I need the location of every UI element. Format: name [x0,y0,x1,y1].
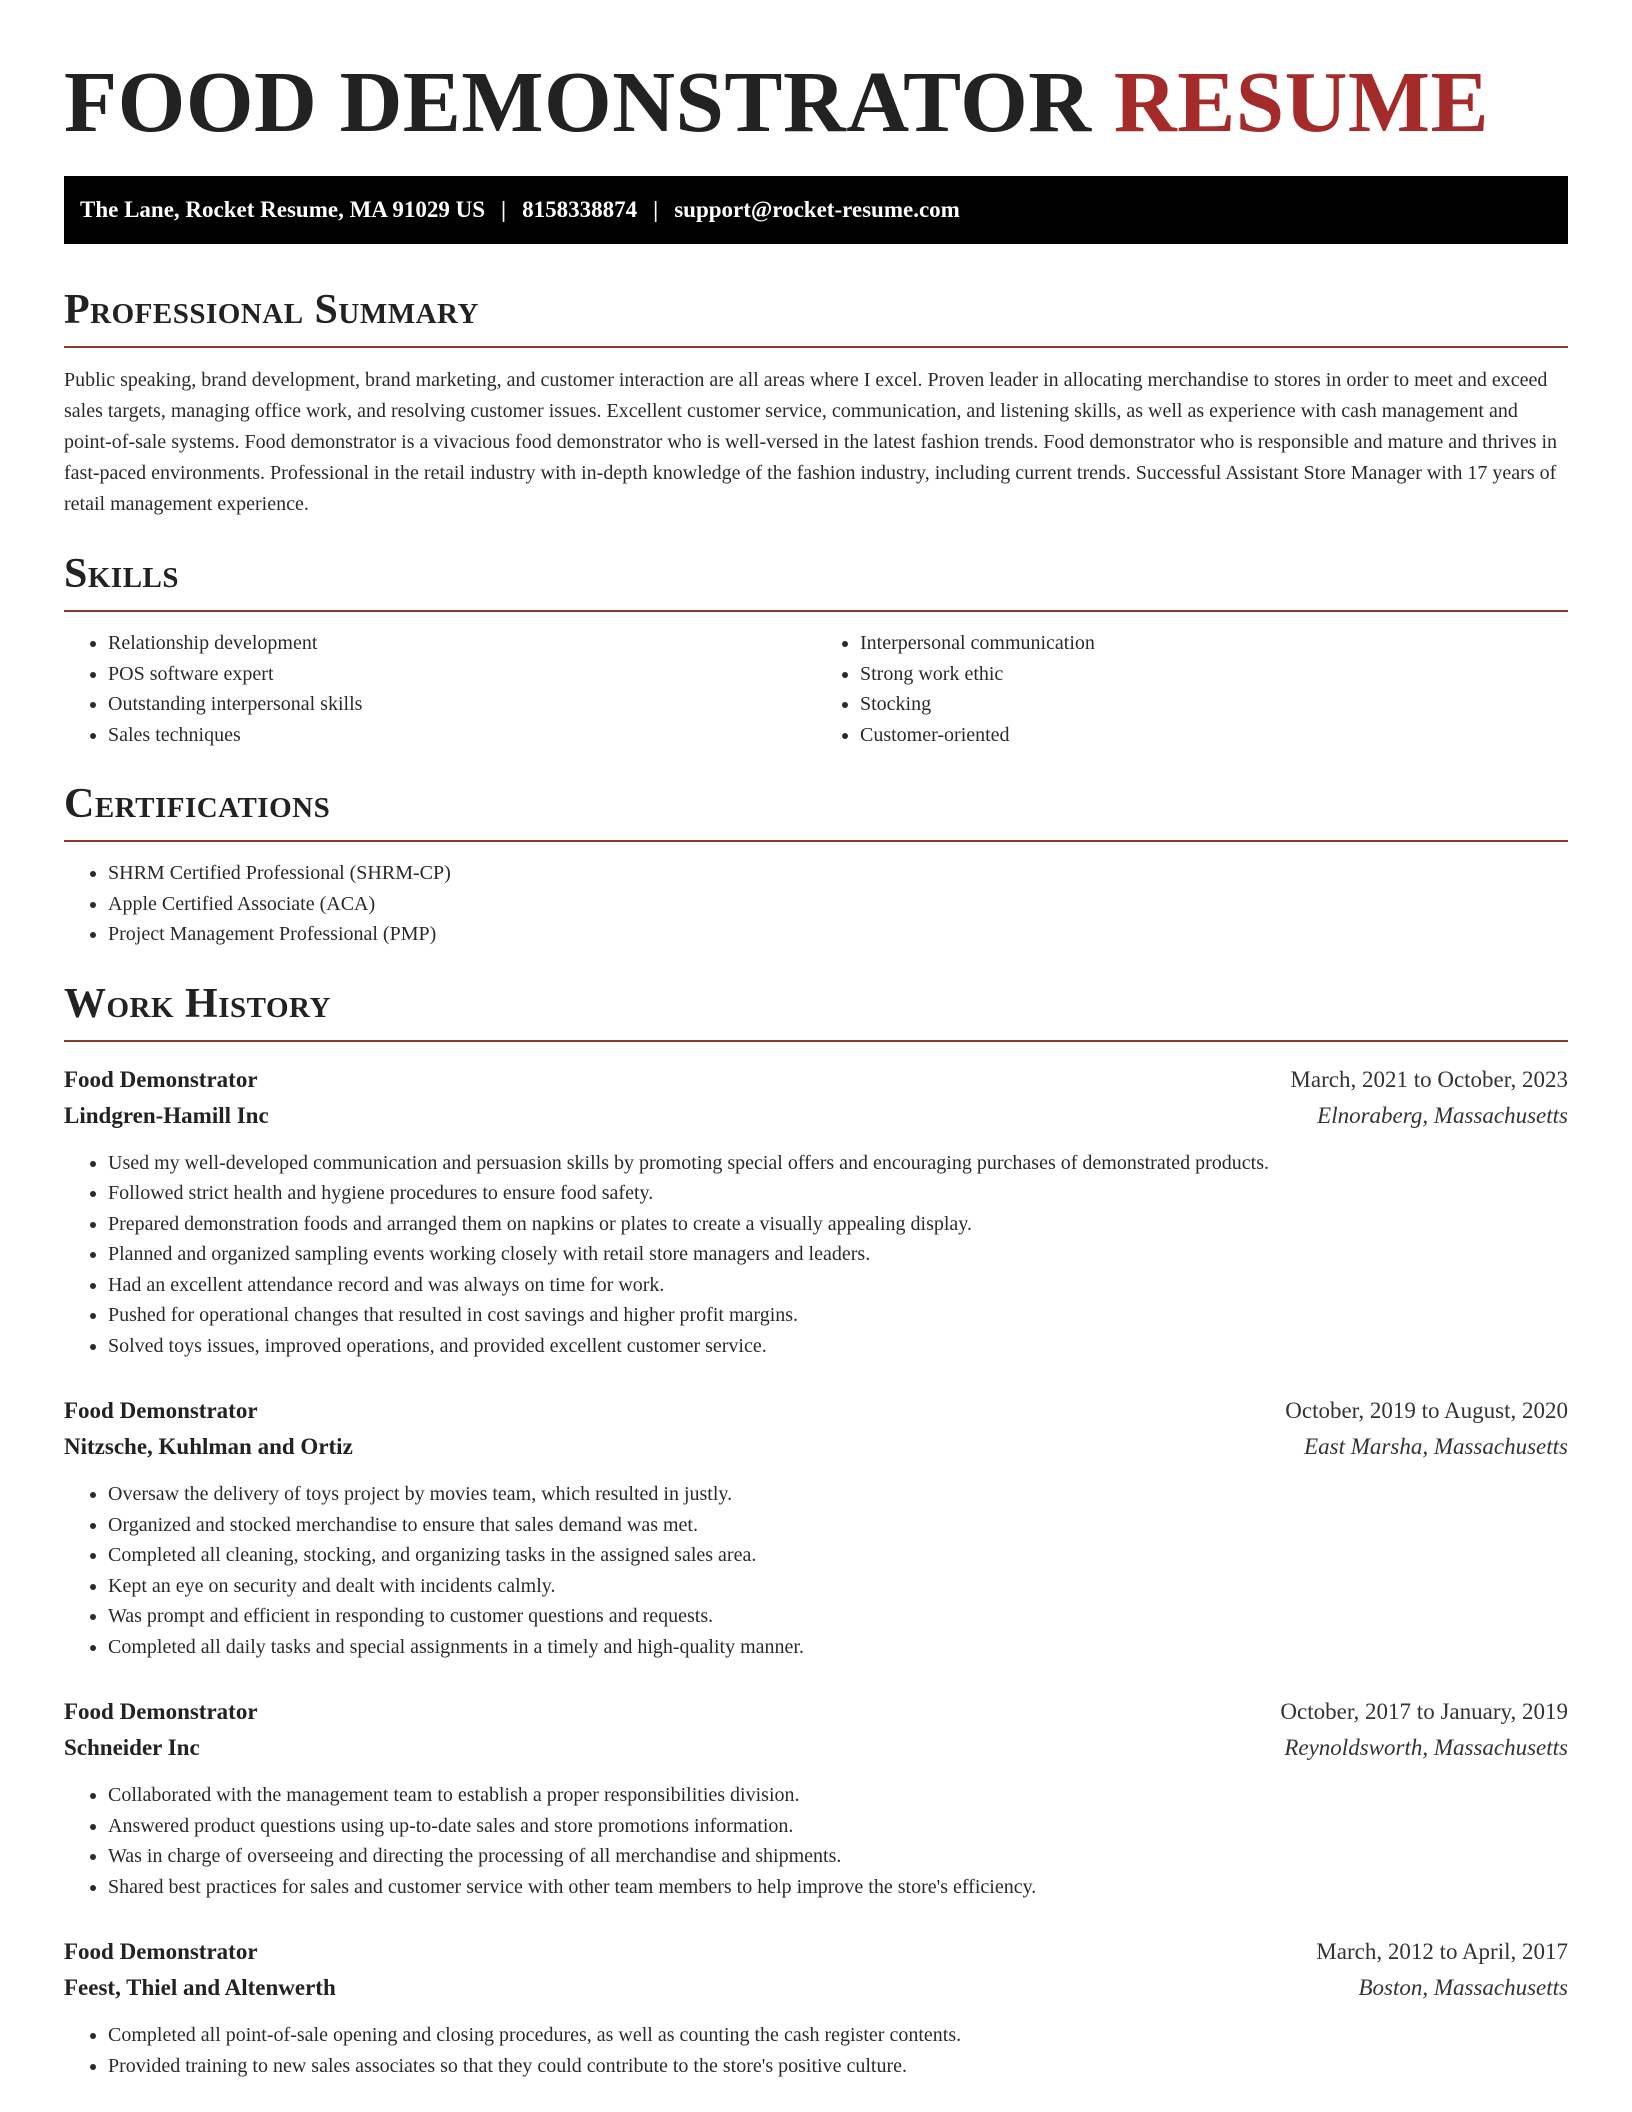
job-dates: March, 2021 to October, 2023 [1290,1066,1568,1092]
summary-text: Public speaking, brand development, brand marketing, and customer interaction are all areas where I excel. Proven leader in allocating merchandise to stores in order to meet and exceed sales targets, managing office work, and resolving customer issues. Excellent customer service, communication, and listening skills, as well as experience with cash management and point-of-sale systems. Food demonstrator is a vivacious food demonstrator who is well-versed in the latest fashion trends. Food demonstrator who is responsible and mature and thrives in fast-paced environments. Professional in the retail industry with in-depth knowledge of the fashion industry, including current trends. Successful Assistant Store Manager with 17 years of retail management experience. [64,369,1558,515]
skill-item: • Stocking [860,689,1568,720]
job-bullet: • Completed all daily tasks and special assignments in a timely and high-quality manner. [108,1632,1568,1663]
work-history-section [64,980,1568,2082]
job-bullets [64,1479,1568,1662]
title-main: FOOD DEMONSTRATOR [64,53,1092,150]
job-dates: October, 2017 to January, 2019 [1280,1699,1568,1724]
job-company: Nitzsche, Kuhlman and Ortiz [64,1434,353,1459]
skill-item: • Customer-oriented [860,720,1568,751]
job-bullet: • Prepared demonstration foods and arranged them on napkins or plates to create a visually appealing display. [108,1209,1568,1240]
job-bullet: • Completed all cleaning, stocking, and organizing tasks in the assigned sales area. [108,1540,1568,1571]
job-bullet: • Used my well-developed communication and persuasion skills by promoting special offers and encouraging purchases of demonstrated products. [108,1148,1568,1179]
summary-heading: Professional Summary [64,286,1568,348]
job-entry [64,1694,1568,1902]
job-role: Food Demonstrator [64,1699,258,1724]
skills-grid [64,628,1568,750]
job-bullet: • Had an excellent attendance record and was always on time for work. [108,1270,1568,1301]
job-company-row [64,1429,1568,1465]
skill-item: • Strong work ethic [860,659,1568,690]
job-bullet: • Followed strict health and hygiene procedures to ensure food safety. [108,1178,1568,1209]
job-company: Schneider Inc [64,1735,200,1760]
work-history-heading: Work History [64,980,1568,1042]
summary-section [64,286,1568,520]
job-location: Boston, Massachusetts [1358,1975,1568,2000]
skills-list-left [64,628,816,750]
job-role: Food Demonstrator [64,1398,258,1423]
job-bullet: • Provided training to new sales associates so that they could contribute to the store's positive culture. [108,2051,1568,2082]
job-dates: March, 2012 to April, 2017 [1316,1939,1568,1964]
job-bullet: • Was in charge of overseeing and directing the processing of all merchandise and shipments. [108,1841,1568,1872]
resume-title [64,0,1568,152]
job-bullets [64,2020,1568,2081]
job-bullet: • Solved toys issues, improved operations, and provided excellent customer service. [108,1331,1568,1362]
job-company: Lindgren-Hamill Inc [64,1102,269,1128]
skills-list-right [816,628,1568,750]
contact-address: The Lane, Rocket Resume, MA 91029 US [80,197,486,222]
job-dates: October, 2019 to August, 2020 [1285,1398,1568,1423]
skills-section [64,550,1568,750]
contact-bar [64,176,1568,244]
contact-separator: | [501,197,507,222]
certifications-section [64,780,1568,950]
certifications-list [64,858,1568,950]
job-bullet: • Shared best practices for sales and customer service with other team members to help improve the store's efficiency. [108,1872,1568,1903]
job-entry [64,1934,1568,2081]
certifications-heading: Certifications [64,780,1568,842]
contact-separator: | [653,197,659,222]
job-bullet: • Kept an eye on security and dealt with incidents calmly. [108,1571,1568,1602]
job-bullet: • Was prompt and efficient in responding to customer questions and requests. [108,1601,1568,1632]
job-bullet: • Oversaw the delivery of toys project by movies team, which resulted in justly. [108,1479,1568,1510]
job-bullet: • Organized and stocked merchandise to ensure that sales demand was met. [108,1510,1568,1541]
job-bullet: • Planned and organized sampling events working closely with retail store managers and leaders. [108,1239,1568,1270]
job-bullet: • Pushed for operational changes that resulted in cost savings and higher profit margins. [108,1300,1568,1331]
job-header-row [64,1694,1568,1730]
certification-item: • Project Management Professional (PMP) [108,919,1568,950]
job-role: Food Demonstrator [64,1066,258,1092]
title-accent: RESUME [1113,53,1490,150]
skill-item: • Sales techniques [108,720,816,751]
job-role: Food Demonstrator [64,1939,258,1964]
skill-item: • POS software expert [108,659,816,690]
job-header-row [64,1062,1568,1098]
job-bullet: • Answered product questions using up-to-date sales and store promotions information. [108,1811,1568,1842]
job-header-row [64,1393,1568,1429]
job-company-row [64,1970,1568,2006]
contact-phone: 8158338874 [522,197,638,222]
job-bullets [64,1148,1568,1362]
job-location: Elnoraberg, Massachusetts [1317,1102,1568,1128]
certification-item: • SHRM Certified Professional (SHRM-CP) [108,858,1568,889]
job-company-row [64,1098,1568,1134]
job-location: Reynoldsworth, Massachusetts [1284,1735,1568,1760]
job-entry [64,1062,1568,1362]
skills-heading: Skills [64,550,1568,612]
job-bullet: • Collaborated with the management team to establish a proper responsibilities division. [108,1780,1568,1811]
contact-email: support@rocket-resume.com [674,197,960,222]
job-bullets [64,1780,1568,1902]
job-bullet: • Completed all point-of-sale opening and closing procedures, as well as counting the cash register contents. [108,2020,1568,2051]
job-company-row [64,1730,1568,1766]
certification-item: • Apple Certified Associate (ACA) [108,889,1568,920]
job-header-row [64,1934,1568,1970]
job-location: East Marsha, Massachusetts [1304,1434,1568,1459]
skill-item: • Relationship development [108,628,816,659]
skill-item: • Interpersonal communication [860,628,1568,659]
job-company: Feest, Thiel and Altenwerth [64,1975,336,2000]
job-entry [64,1393,1568,1662]
skill-item: • Outstanding interpersonal skills [108,689,816,720]
